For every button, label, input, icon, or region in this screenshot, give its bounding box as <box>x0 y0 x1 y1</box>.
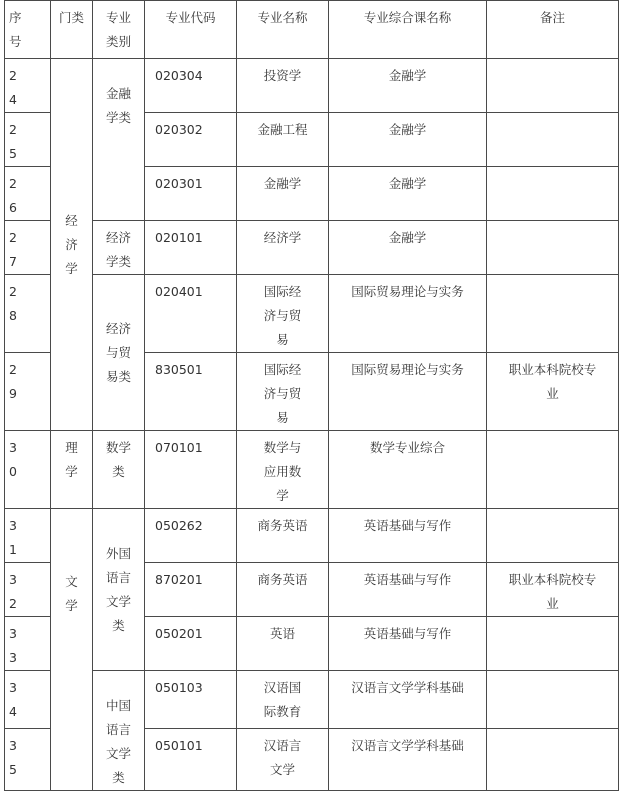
row-seq: 26 <box>5 167 51 221</box>
majors-table <box>4 0 619 791</box>
row-note <box>487 59 619 113</box>
major-class-cell: 数学类 <box>93 431 145 509</box>
row-note <box>487 221 619 275</box>
header-seq: 序号 <box>5 1 51 59</box>
row-seq: 28 <box>5 275 51 353</box>
row-name: 国际经济与贸易 <box>237 353 329 431</box>
row-note <box>487 113 619 167</box>
row-course: 国际贸易理论与实务 <box>329 275 487 353</box>
row-code: 020101 <box>145 221 237 275</box>
header-code: 专业代码 <box>145 1 237 59</box>
row-code: 020302 <box>145 113 237 167</box>
major-class-cell: 经济学类 <box>93 221 145 275</box>
table-row <box>5 275 619 353</box>
row-code: 050201 <box>145 617 237 671</box>
category-cell: 经济学 <box>51 59 93 431</box>
row-course: 金融学 <box>329 59 487 113</box>
header-major-class: 专业类别 <box>93 1 145 59</box>
major-class-cell: 中国语言文学类 <box>93 671 145 791</box>
row-course: 英语基础与写作 <box>329 509 487 563</box>
row-name: 金融工程 <box>237 113 329 167</box>
row-code: 050101 <box>145 729 237 791</box>
row-code: 020401 <box>145 275 237 353</box>
header-name: 专业名称 <box>237 1 329 59</box>
table-row <box>5 671 619 729</box>
row-course: 金融学 <box>329 167 487 221</box>
row-name: 商务英语 <box>237 509 329 563</box>
header-course: 专业综合课名称 <box>329 1 487 59</box>
row-seq: 29 <box>5 353 51 431</box>
row-seq: 24 <box>5 59 51 113</box>
major-class-cell: 经济与贸易类 <box>93 275 145 431</box>
row-code: 830501 <box>145 353 237 431</box>
row-name: 金融学 <box>237 167 329 221</box>
table-row <box>5 59 619 113</box>
row-name: 国际经济与贸易 <box>237 275 329 353</box>
row-note <box>487 671 619 729</box>
row-seq: 35 <box>5 729 51 791</box>
row-course: 国际贸易理论与实务 <box>329 353 487 431</box>
table-row <box>5 509 619 563</box>
row-code: 050262 <box>145 509 237 563</box>
row-course: 金融学 <box>329 113 487 167</box>
row-course: 汉语言文学学科基础 <box>329 729 487 791</box>
row-seq: 31 <box>5 509 51 563</box>
row-seq: 30 <box>5 431 51 509</box>
category-cell: 文学 <box>51 509 93 791</box>
header-category: 门类 <box>51 1 93 59</box>
row-code: 020304 <box>145 59 237 113</box>
row-note: 职业本科院校专业 <box>487 353 619 431</box>
row-note <box>487 275 619 353</box>
row-seq: 34 <box>5 671 51 729</box>
row-seq: 27 <box>5 221 51 275</box>
row-note <box>487 509 619 563</box>
row-code: 070101 <box>145 431 237 509</box>
row-course: 英语基础与写作 <box>329 617 487 671</box>
row-seq: 25 <box>5 113 51 167</box>
row-code: 020301 <box>145 167 237 221</box>
row-name: 英语 <box>237 617 329 671</box>
row-name: 商务英语 <box>237 563 329 617</box>
row-name: 汉语言文学 <box>237 729 329 791</box>
row-name: 投资学 <box>237 59 329 113</box>
row-seq: 32 <box>5 563 51 617</box>
row-note <box>487 431 619 509</box>
row-name: 经济学 <box>237 221 329 275</box>
row-course: 汉语言文学学科基础 <box>329 671 487 729</box>
row-course: 金融学 <box>329 221 487 275</box>
row-course: 英语基础与写作 <box>329 563 487 617</box>
major-class-cell: 金融学类 <box>93 59 145 221</box>
header-row <box>5 1 619 59</box>
row-name: 数学与应用数学 <box>237 431 329 509</box>
category-cell: 理学 <box>51 431 93 509</box>
table-row <box>5 431 619 509</box>
row-seq: 33 <box>5 617 51 671</box>
row-note <box>487 617 619 671</box>
row-code: 050103 <box>145 671 237 729</box>
major-class-cell: 外国语言文学类 <box>93 509 145 671</box>
row-note <box>487 729 619 791</box>
row-note: 职业本科院校专业 <box>487 563 619 617</box>
row-name: 汉语国际教育 <box>237 671 329 729</box>
table-row <box>5 221 619 275</box>
row-course: 数学专业综合 <box>329 431 487 509</box>
row-note <box>487 167 619 221</box>
row-code: 870201 <box>145 563 237 617</box>
header-note: 备注 <box>487 1 619 59</box>
